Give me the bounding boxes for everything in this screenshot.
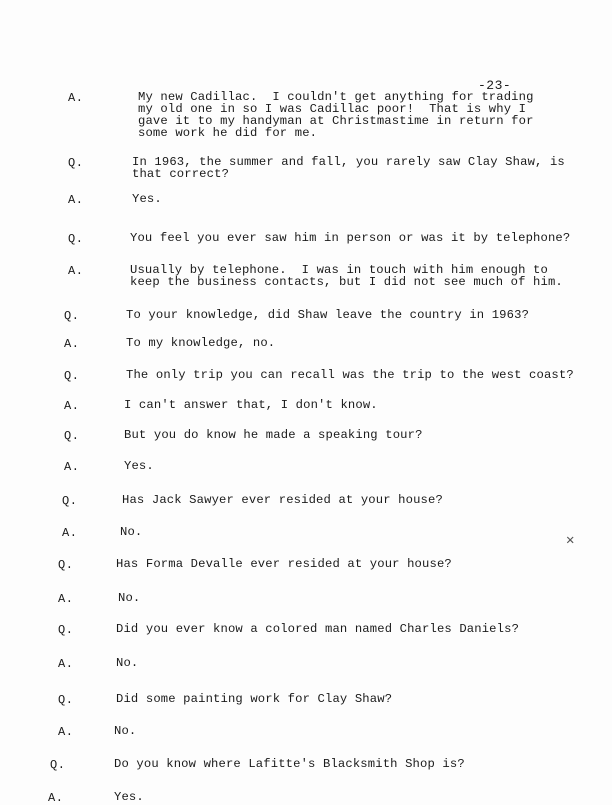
answer-text-line: To my knowledge, no. [126, 336, 276, 350]
answer-text-line: No. [120, 525, 143, 539]
answer-label: A. [68, 193, 84, 207]
margin-mark: ✕ [566, 533, 575, 549]
answer-label: A. [68, 264, 84, 278]
question-text-line: But you do know he made a speaking tour? [124, 428, 423, 442]
question-text-line: Did you ever know a colored man named Charles Daniels? [116, 622, 520, 636]
answer-label: A. [62, 526, 78, 540]
answer-text-line: my old one in so I was Cadillac poor! That is why I [138, 102, 527, 116]
question-label: Q. [64, 429, 80, 443]
question-label: Q. [68, 232, 84, 246]
question-text-line: that correct? [132, 167, 230, 181]
question-label: Q. [58, 558, 74, 572]
answer-text-line: No. [114, 724, 137, 738]
question-label: Q. [50, 758, 66, 772]
answer-text-line: Usually by telephone. I was in touch with him enough to [130, 263, 548, 277]
question-label: Q. [58, 623, 74, 637]
answer-label: A. [64, 399, 80, 413]
answer-text-line: I can't answer that, I don't know. [124, 398, 378, 412]
question-text-line: In 1963, the summer and fall, you rarely saw Clay Shaw, is [132, 155, 565, 169]
question-text-line: Has Jack Sawyer ever resided at your house? [122, 493, 443, 507]
question-text-line: You feel you ever saw him in person or was it by telephone? [130, 231, 571, 245]
question-label: Q. [64, 309, 80, 323]
answer-text-line: keep the business contacts, but I did not see much of him. [130, 275, 563, 289]
question-label: Q. [58, 693, 74, 707]
answer-text-line: Yes. [124, 459, 154, 473]
answer-label: A. [58, 592, 74, 606]
answer-label: A. [64, 460, 80, 474]
question-label: Q. [62, 494, 78, 508]
question-text-line: Has Forma Devalle ever resided at your house? [116, 557, 452, 571]
answer-label: A. [58, 657, 74, 671]
question-label: Q. [68, 156, 84, 170]
question-text-line: To your knowledge, did Shaw leave the country in 1963? [126, 308, 530, 322]
answer-text-line: gave it to my handyman at Christmastime in return for [138, 114, 534, 128]
answer-text-line: No. [116, 656, 139, 670]
answer-label: A. [68, 91, 84, 105]
question-text-line: Do you know where Lafitte's Blacksmith Shop is? [114, 757, 465, 771]
answer-text-line: Yes. [114, 790, 144, 804]
answer-text-line: My new Cadillac. I couldn't get anything for trading [138, 90, 534, 104]
answer-label: A. [58, 725, 74, 739]
page-number: -23- [478, 78, 512, 93]
answer-label: A. [64, 337, 80, 351]
answer-text-line: Yes. [132, 192, 162, 206]
question-text-line: Did some painting work for Clay Shaw? [116, 692, 393, 706]
answer-label: A. [48, 791, 64, 805]
question-text-line: The only trip you can recall was the trip to the west coast? [126, 368, 574, 382]
answer-text-line: some work he did for me. [138, 126, 318, 140]
answer-text-line: No. [118, 591, 141, 605]
question-label: Q. [64, 369, 80, 383]
